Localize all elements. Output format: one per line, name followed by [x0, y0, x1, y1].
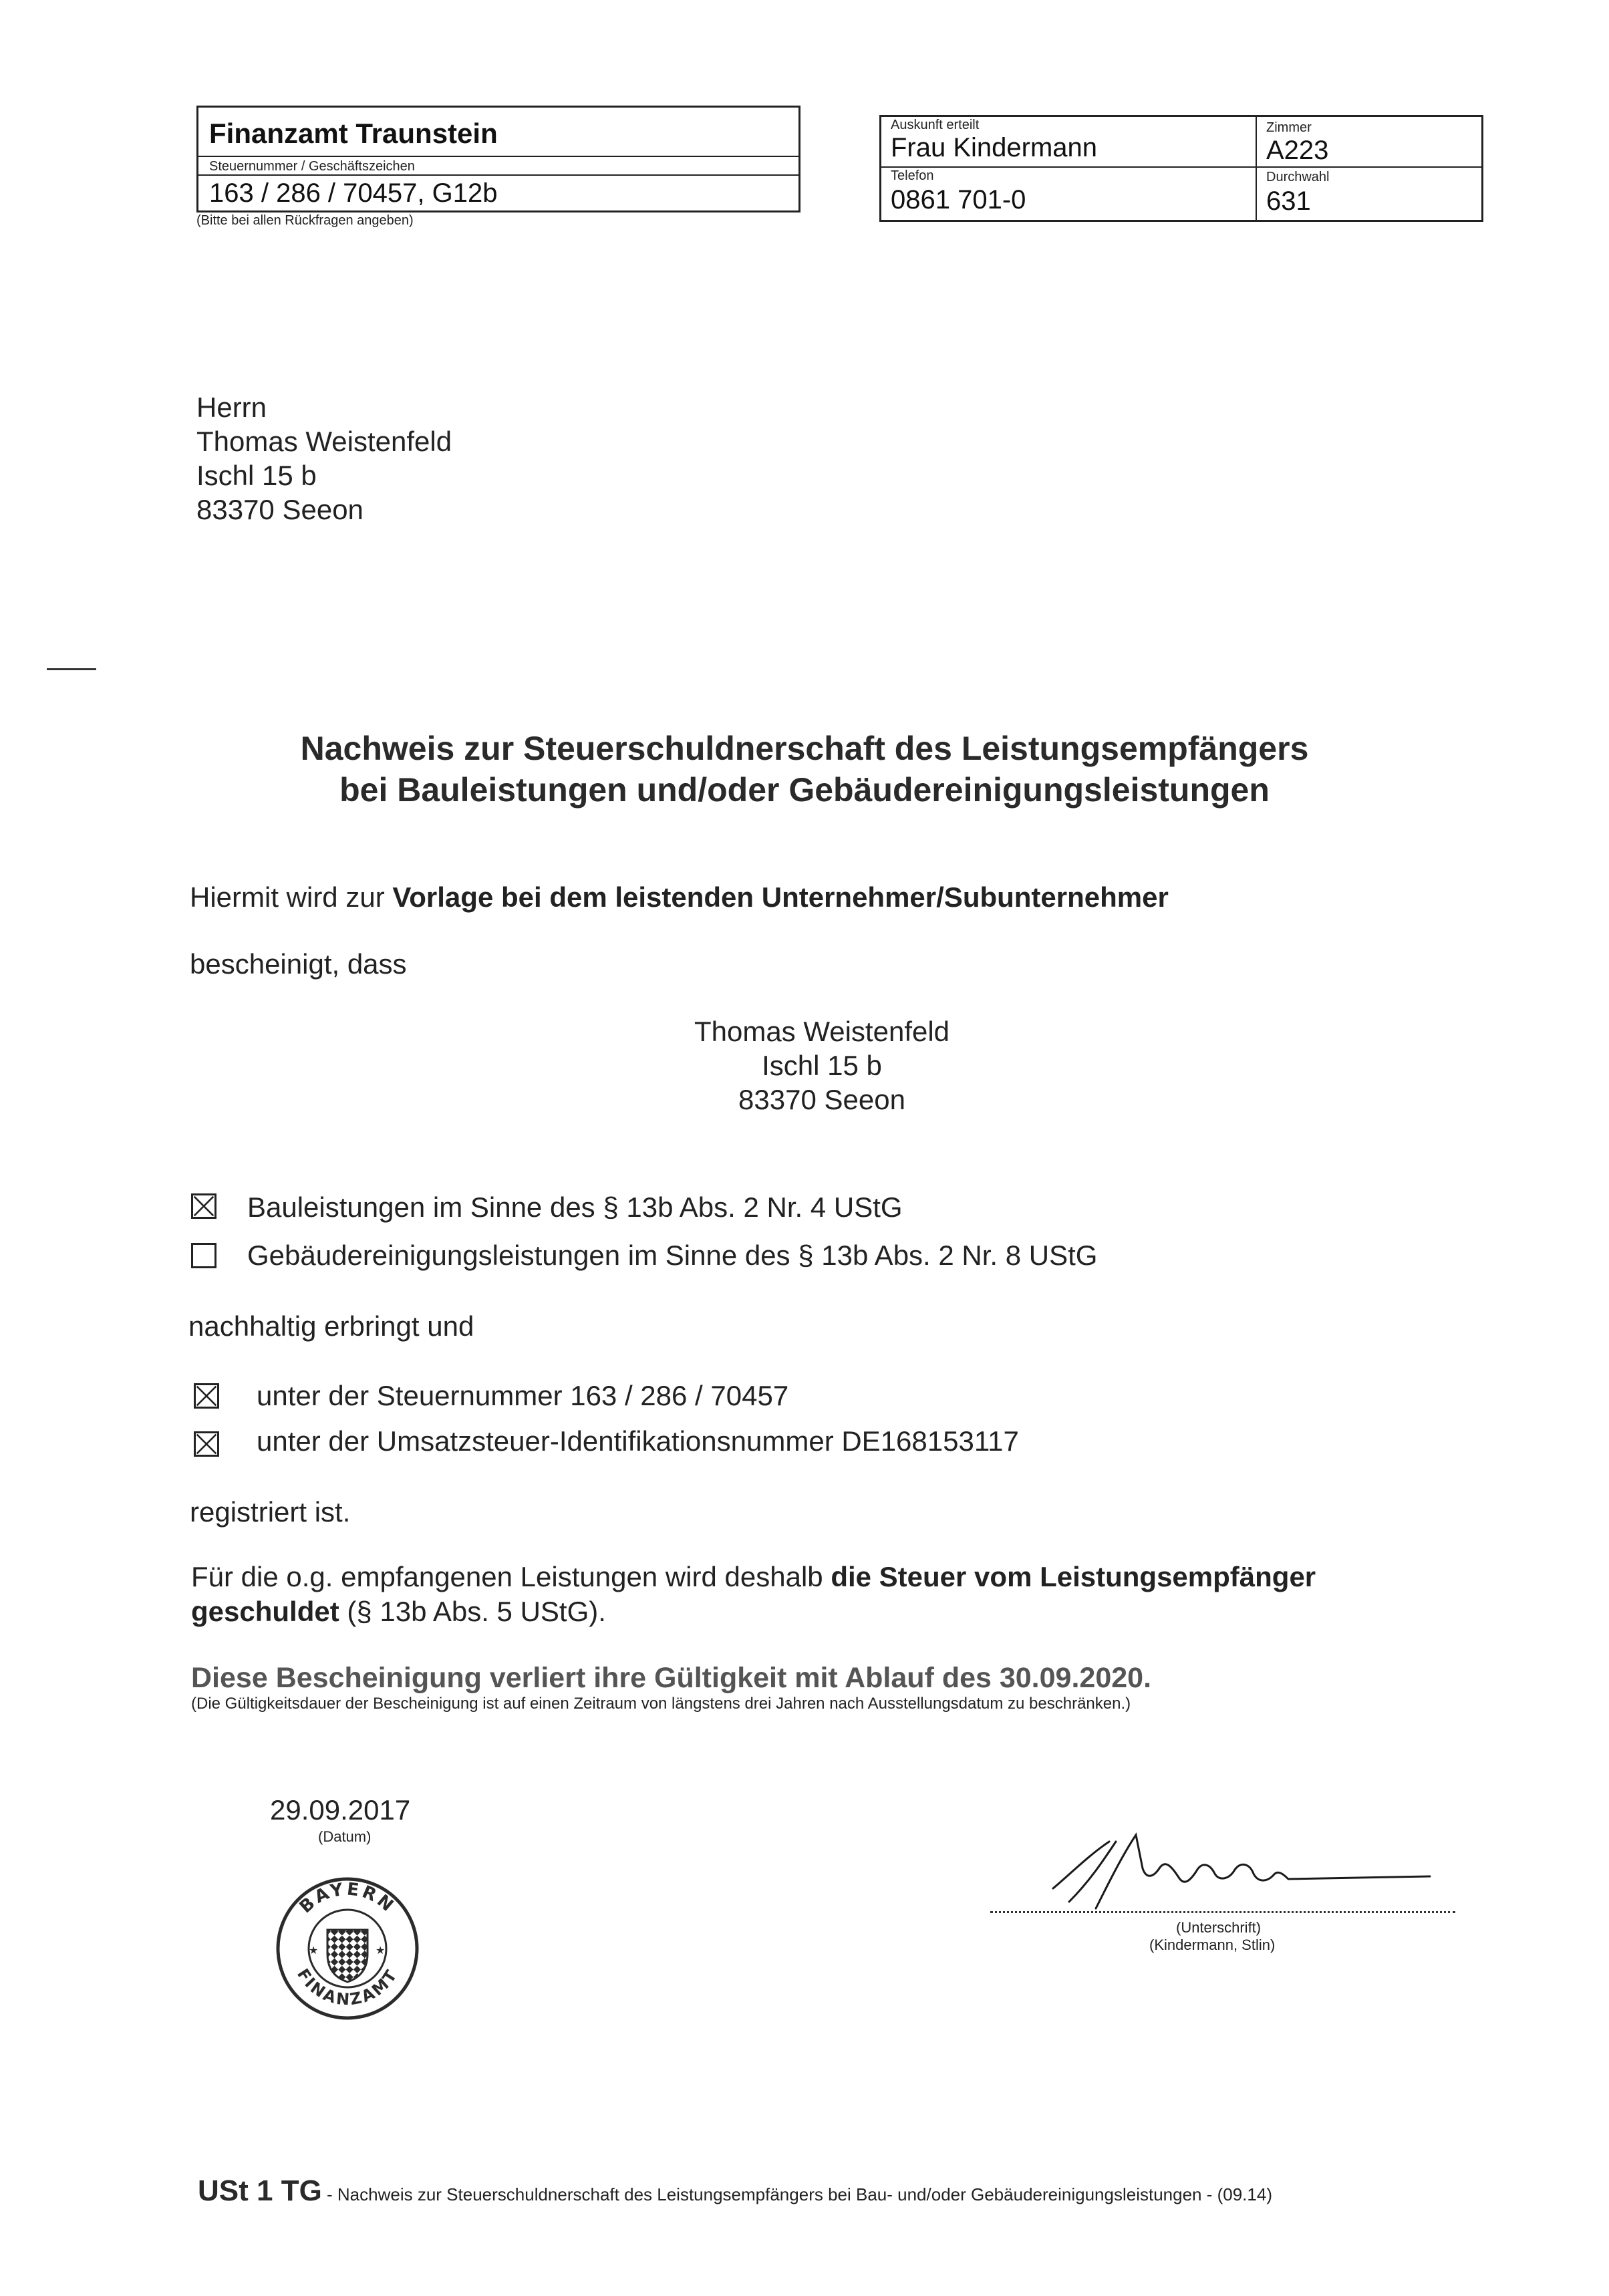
footer: [198, 2174, 1272, 2208]
service-checkbox-construction[interactable]: [191, 1193, 216, 1219]
recipient-street: Ischl 15 b: [196, 460, 317, 491]
registration-label-tax-number: unter der Steuernummer 163 / 286 / 70457: [257, 1380, 789, 1411]
liability-bold-a: die Steuer vom Leistungsempfänger: [831, 1561, 1316, 1592]
svg-text:★: ★: [376, 1944, 386, 1957]
liability-suffix: (§ 13b Abs. 5 UStG).: [339, 1596, 606, 1627]
registration-checkbox-vat-id[interactable]: [194, 1431, 219, 1457]
issue-date: 29.09.2017: [270, 1794, 411, 1826]
validity-note: (Die Gültigkeitsdauer der Bescheinigung ist auf einen Zeitraum von längstens drei Jahren nach Ausstellungsdatum zu beschränken.): [191, 1695, 1131, 1713]
subject-street: Ischl 15 b: [762, 1050, 882, 1081]
room-label: Zimmer: [1266, 120, 1312, 135]
intro-line2: bescheinigt, dass: [190, 948, 407, 980]
seal-bottom-text: FINANZAMT: [293, 1965, 402, 2009]
reference-value: 163 / 286 / 70457, G12b: [209, 178, 498, 208]
office-name: Finanzamt Traunstein: [209, 118, 498, 149]
info-label: Auskunft erteilt: [891, 118, 980, 132]
validity-statement: Diese Bescheinigung verliert ihre Gültigkeit mit Ablauf des 30.09.2020.: [191, 1662, 1152, 1694]
phone-label: Telefon: [891, 168, 934, 183]
liability-prefix: Für die o.g. empfangenen Leistungen wird deshalb: [191, 1561, 831, 1592]
office-box: [196, 106, 800, 212]
registered-text: registriert ist.: [190, 1496, 351, 1528]
seal-top-text: BAYERN: [295, 1879, 400, 1918]
recipient-city: 83370 Seeon: [196, 494, 363, 525]
document-title-line2: bei Bauleistungen und/oder Gebäudereinigungsleistungen: [339, 771, 1270, 809]
fold-mark: [47, 668, 96, 670]
recipient-address: [196, 390, 452, 527]
document-title-line1: Nachweis zur Steuerschuldnerschaft des Leistungsempfängers: [300, 730, 1309, 767]
recipient-salutation: Herrn: [196, 392, 267, 423]
signature-name: (Kindermann, Stlin): [1149, 1936, 1276, 1953]
liability-bold-b: geschuldet: [191, 1596, 339, 1627]
sustained-text: nachhaltig erbringt und: [188, 1310, 474, 1342]
handwritten-signature: [1029, 1815, 1470, 1922]
office-note: (Bitte bei allen Rückfragen angeben): [196, 213, 414, 228]
check-x-icon: [193, 1195, 214, 1217]
registration-label-vat-id: unter der Umsatzsteuer-Identifikationsnummer DE168153117: [257, 1425, 1019, 1457]
footer-form-code: USt 1 TG: [198, 2174, 322, 2207]
intro-bold: Vorlage bei dem leistenden Unternehmer/Subunternehmer: [392, 881, 1169, 913]
date-label: (Datum): [318, 1828, 372, 1845]
service-checkbox-cleaning[interactable]: [191, 1243, 216, 1268]
intro-prefix: Hiermit wird zur: [190, 881, 393, 913]
subject-address: [555, 1014, 1089, 1117]
liability-paragraph: [191, 1560, 1461, 1629]
svg-text:★: ★: [309, 1944, 319, 1957]
info-value: Frau Kindermann: [891, 133, 1098, 162]
registration-checkbox-tax-number[interactable]: [194, 1383, 219, 1409]
svg-text:BAYERN: [296, 1879, 399, 1917]
ext-label: Durchwahl: [1266, 170, 1330, 184]
check-x-icon: [196, 1433, 217, 1455]
subject-city: 83370 Seeon: [738, 1084, 905, 1115]
service-label-construction: Bauleistungen im Sinne des § 13b Abs. 2 Nr. 4 UStG: [247, 1191, 903, 1223]
signature-label: (Unterschrift): [1176, 1919, 1262, 1936]
intro-line: [190, 881, 1169, 914]
contact-box: [879, 115, 1483, 222]
bavarian-seal: [274, 1875, 421, 2022]
room-value: A223: [1266, 136, 1329, 165]
recipient-name: Thomas Weistenfeld: [196, 426, 452, 457]
check-x-icon: [196, 1385, 217, 1407]
subject-name: Thomas Weistenfeld: [694, 1016, 950, 1047]
footer-description: - Nachweis zur Steuerschuldnerschaft des Leistungsempfängers bei Bau- und/oder Gebäudereinigungsleistungen - (09.14): [321, 2184, 1272, 2204]
reference-label: Steuernummer / Geschäftszeichen: [209, 159, 415, 174]
phone-value: 0861 701-0: [891, 185, 1026, 214]
service-label-cleaning: Gebäudereinigungsleistungen im Sinne des § 13b Abs. 2 Nr. 8 UStG: [247, 1240, 1098, 1271]
ext-value: 631: [1266, 186, 1311, 216]
signature-line: [990, 1911, 1455, 1913]
